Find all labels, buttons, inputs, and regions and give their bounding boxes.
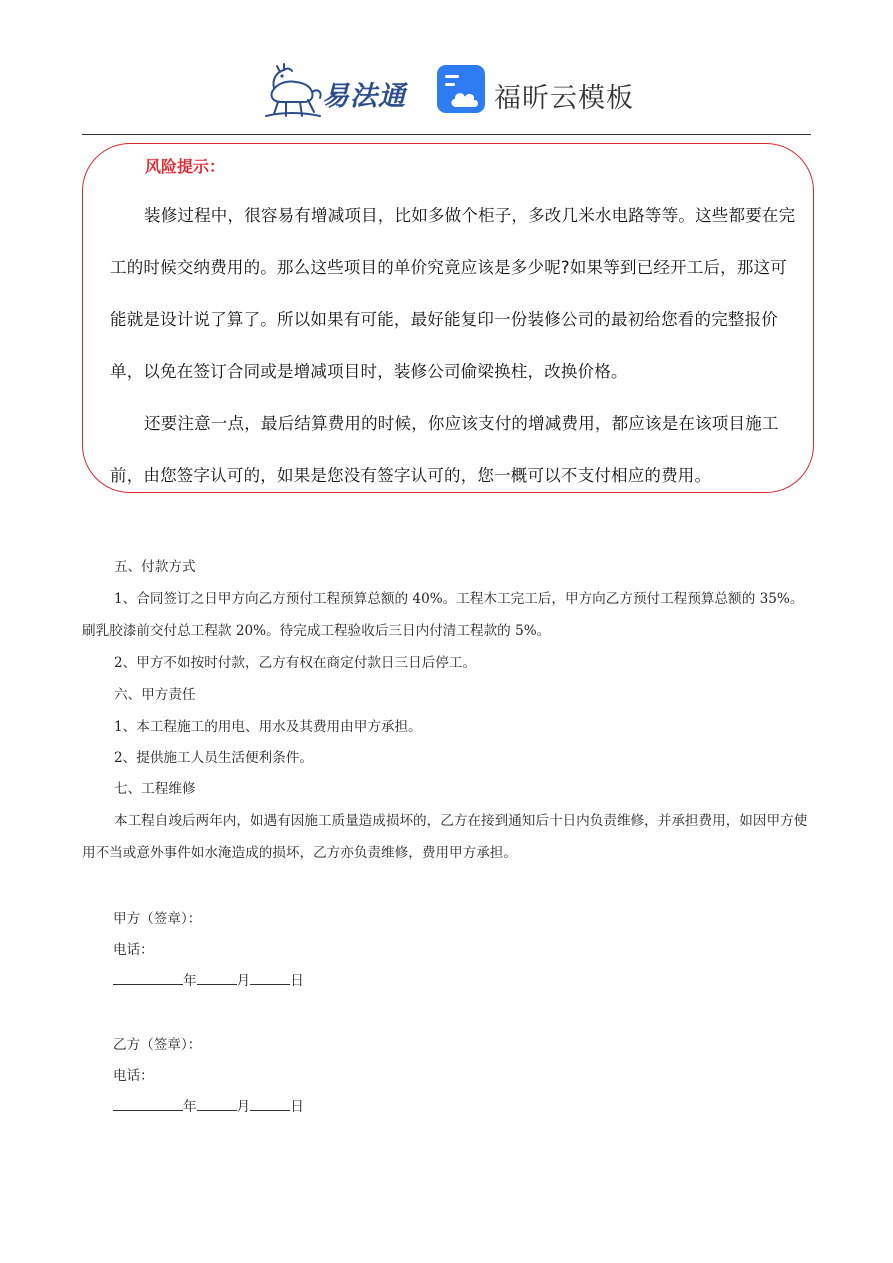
- foxit-template-logo-text: 福昕云模板: [494, 83, 634, 114]
- day-blank: [250, 970, 290, 985]
- risk-notice-title: 风险提示：: [145, 157, 226, 176]
- section-heading: 五、付款方式: [114, 559, 196, 575]
- party-b-date-line: [113, 1092, 304, 1124]
- body-paragraph: 本工程自竣后两年内，如遇有因施工质量造成损坏的，乙方在接到通知后十日内负责维修，并承担费用，如因甲方使用不当或意外事件如水淹造成的损坏，乙方亦负责维修，费用甲方承担。: [82, 813, 808, 861]
- month-label: 月: [236, 1099, 251, 1115]
- year-label: 年: [183, 973, 197, 989]
- day-blank: [250, 1096, 290, 1111]
- risk-notice-paragraph: 还要注意一点，最后结算费用的时候，你应该支付的增减费用，都应该是在该项目施工前，由您签字认可的，如果是您没有签字认可的，您一概可以不支付相应的费用。: [110, 414, 779, 485]
- section-heading: 七、工程维修: [114, 781, 196, 797]
- year-blank: [113, 1096, 183, 1111]
- section-heading: 六、甲方责任: [114, 687, 196, 703]
- yifatong-logo-text: 易法通: [322, 81, 406, 112]
- party-b-signature-label: 乙方（签章）：: [113, 1037, 202, 1053]
- qilin-icon: [262, 62, 324, 120]
- yifatong-logo: [262, 62, 412, 120]
- month-label: 月: [236, 973, 251, 989]
- month-blank: [197, 1096, 237, 1111]
- party-a-phone-label: 电话：: [113, 942, 154, 958]
- body-paragraph: 1、合同签订之日甲方向乙方预付工程预算总额的 40%。工程木工完工后，甲方向乙方预付工程预算总额的 35%。刷乳胶漆前交付总工程款 20%。待完成工程验收后三日内付清工程款的 5%。: [82, 591, 804, 639]
- month-blank: [197, 970, 237, 985]
- header-divider: [82, 134, 811, 135]
- page-header: [0, 56, 893, 122]
- body-paragraph: 2、提供施工人员生活便利条件。: [114, 750, 313, 766]
- day-label: 日: [290, 973, 304, 989]
- year-label: 年: [183, 1099, 197, 1115]
- party-a-signature-label: 甲方（签章）：: [113, 911, 202, 927]
- body-paragraph: 1、本工程施工的用电、用水及其费用由甲方承担。: [114, 719, 422, 735]
- party-b-phone-label: 电话：: [113, 1068, 154, 1084]
- risk-notice-paragraph: 装修过程中，很容易有增减项目，比如多做个柜子，多改几米水电路等等。这些都要在完工的时候交纳费用的。那么这些项目的单价究竟应该是多少呢?如果等到已经开工后，那这可能就是设计说了算了。所以如果有可能，最好能复印一份装修公司的最初给您看的完整报价单，以免在签订合同或是增减项目时，装修公司偷梁换柱，改换价格。: [110, 206, 796, 381]
- party-a-date-line: [113, 966, 304, 998]
- cloud-document-icon: [436, 64, 488, 116]
- foxit-template-logo: [436, 64, 636, 116]
- day-label: 日: [290, 1099, 304, 1115]
- year-blank: [113, 970, 183, 985]
- body-paragraph: 2、甲方不如按时付款，乙方有权在商定付款日三日后停工。: [114, 655, 477, 671]
